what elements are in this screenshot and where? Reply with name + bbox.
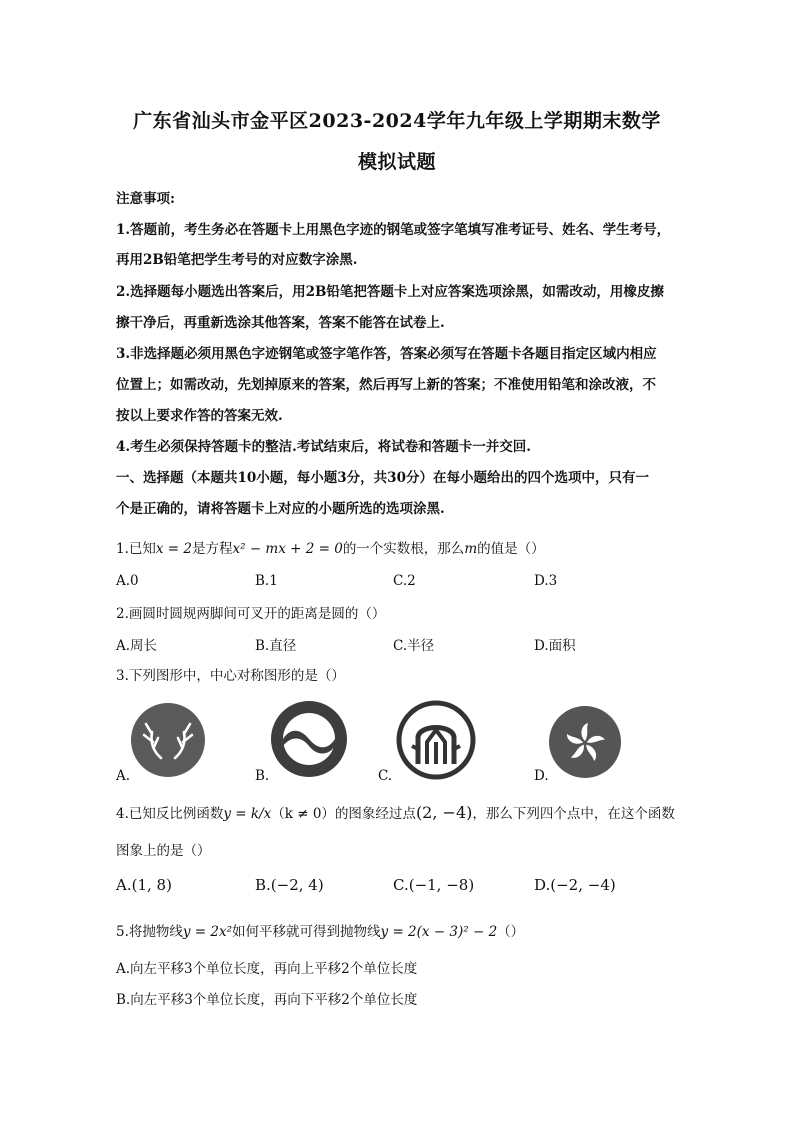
- note-3-line-1: 3.非选择题必须用黑色字迹钢笔或签字笔作答，答案必须写在答题卡各题目指定区域内相应: [116, 346, 657, 362]
- q4-option-d: D.(−2, −4): [534, 876, 616, 894]
- q1-stem-post: 的值是（）: [477, 541, 545, 557]
- question-4-stem: [116, 802, 675, 822]
- q4-stem-mid: 的图象经过点: [334, 806, 416, 822]
- q3-option-d: D.: [534, 768, 549, 784]
- question-1-stem: [116, 537, 545, 557]
- q1-equation-2: x² − mx + 2 = 0: [232, 541, 343, 557]
- q5-option-a: A.向左平移3个单位长度，再向上平移2个单位长度: [116, 961, 418, 977]
- flower-emblem-figure: [548, 705, 622, 779]
- question-3-stem: 3.下列图形中，中心对称图形的是（）: [116, 668, 345, 684]
- q2-option-a: A.周长: [116, 638, 158, 654]
- q1-stem-pre: 1.已知: [116, 541, 156, 557]
- q4-function: y = k/x: [223, 806, 272, 822]
- q1-equation-1: x = 2: [155, 541, 192, 557]
- q4-stem-post: ，那么下列四个点中，在这个函数: [472, 806, 675, 822]
- question-2-stem: 2.画圆时圆规两脚间可叉开的距离是圆的（）: [116, 606, 386, 622]
- page-title: 广东省汕头市金平区2023-2024学年九年级上学期期末数学: [133, 110, 661, 132]
- q2-option-c: C.半径: [393, 638, 435, 654]
- q1-option-b: B.1: [255, 573, 278, 589]
- q4-condition: （k ≠ 0）: [271, 806, 335, 822]
- question-4-stem-line-2: 图象上的是（）: [116, 843, 211, 859]
- q3-option-a: A.: [116, 768, 131, 784]
- q4-option-c: C.(−1, −8): [393, 876, 475, 894]
- notes-heading: 注意事项:: [116, 191, 175, 207]
- wave-emblem-figure: [270, 700, 348, 778]
- page-subtitle: 模拟试题: [357, 151, 436, 173]
- q4-point: (2, −4): [415, 803, 473, 822]
- q1-stem-mid2: 的一个实数根，那么: [342, 541, 465, 557]
- note-2-line-1: 2.选择题每小题选出答案后，用2B铅笔把答题卡上对应答案选项涂黑，如需改动，用橡皮擦: [116, 284, 664, 300]
- section-1-heading-line-2: 个是正确的，请将答题卡上对应的小题所选的选项涂黑.: [116, 501, 445, 517]
- q2-option-d: D.面积: [534, 638, 576, 654]
- q3-option-c: C.: [378, 768, 393, 784]
- note-3-line-3: 按以上要求作答的答案无效.: [116, 408, 283, 424]
- q4-option-a: A.(1, 8): [116, 876, 172, 894]
- note-1-line-1: 1.答题前，考生务必在答题卡上用黑色字迹的钢笔或签字笔填写准考证号、姓名、学生考号，: [116, 222, 671, 238]
- q1-variable: m: [464, 541, 478, 557]
- note-2-line-2: 擦干净后，再重新选涂其他答案，答案不能答在试卷上.: [116, 315, 445, 331]
- q1-option-d: D.3: [534, 573, 558, 589]
- q5-option-b: B.向左平移3个单位长度，再向下平移2个单位长度: [116, 992, 418, 1008]
- note-3-line-2: 位置上；如需改动，先划掉原来的答案，然后再写上新的答案；不准使用铅笔和涂改液，不: [116, 377, 656, 393]
- q1-stem-mid: 是方程: [192, 541, 233, 557]
- q5-stem-mid: 如何平移就可得到抛物线: [232, 924, 381, 940]
- antler-emblem-figure: [130, 702, 206, 778]
- q5-stem-post: （）: [497, 924, 525, 940]
- q1-option-a: A.0: [116, 573, 139, 589]
- q5-stem-pre: 5.将抛物线: [116, 924, 183, 940]
- note-1-line-2: 再用2B铅笔把学生考号的对应数字涂黑.: [116, 252, 358, 268]
- note-4: 4.考生必须保持答题卡的整洁.考试结束后，将试卷和答题卡一并交回.: [116, 439, 531, 455]
- section-1-heading-line-1: 一、选择题（本题共10小题，每小题3分，共30分）在每小题给出的四个选项中，只有一: [116, 470, 649, 486]
- q4-option-b: B.(−2, 4): [255, 876, 324, 894]
- question-5-stem: [116, 920, 524, 940]
- q4-stem-pre: 4.已知反比例函数: [116, 806, 224, 822]
- q5-equation-1: y = 2x²: [182, 924, 233, 940]
- q3-option-b: B.: [255, 768, 270, 784]
- q5-equation-2: y = 2(x − 3)² − 2: [380, 924, 498, 940]
- q1-option-c: C.2: [393, 573, 416, 589]
- q2-option-b: B.直径: [255, 638, 297, 654]
- arch-emblem-figure: [396, 700, 476, 780]
